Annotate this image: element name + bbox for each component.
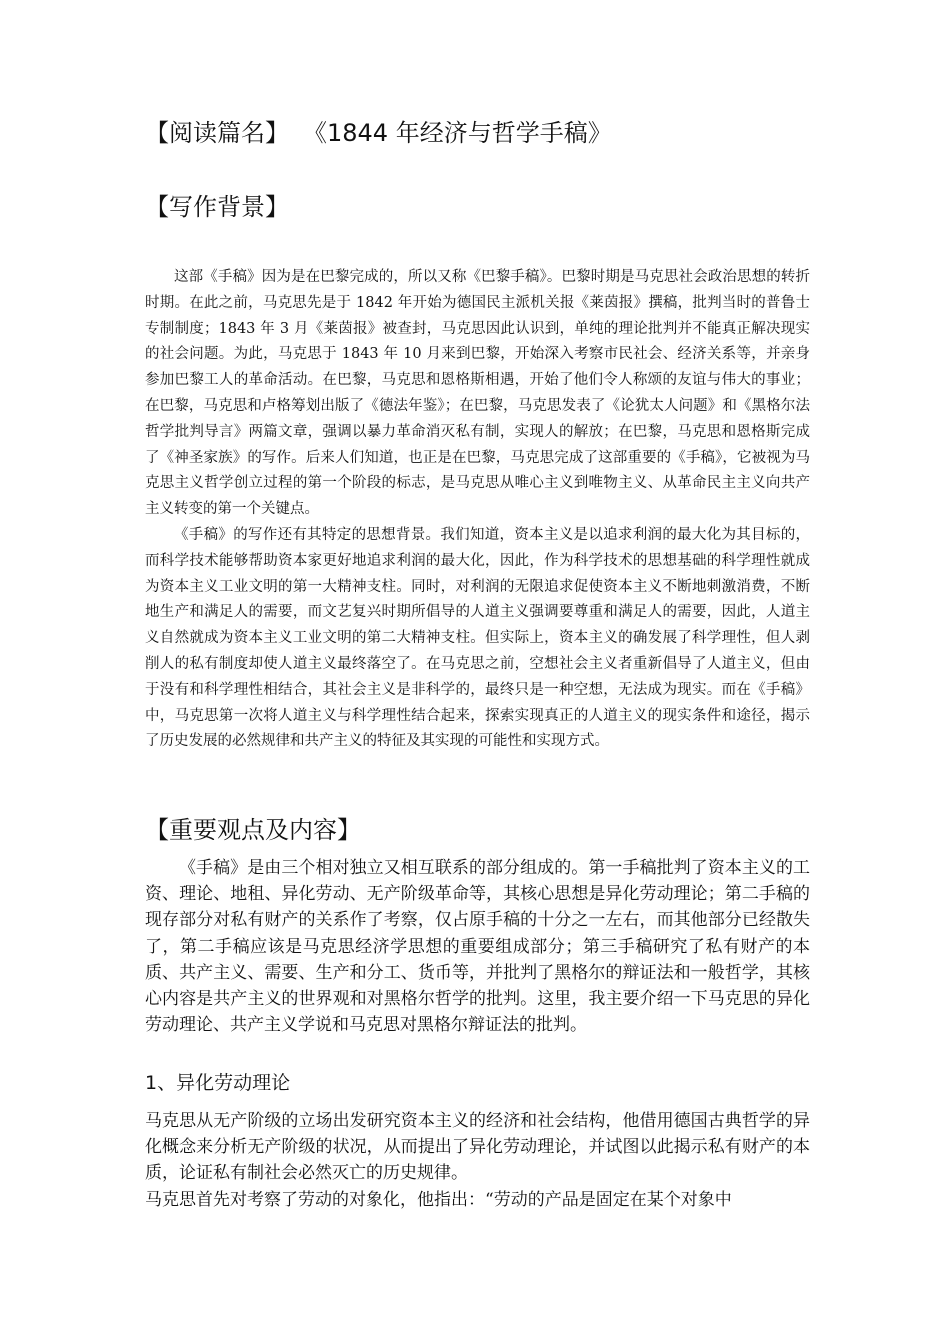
reading-title: [145, 118, 612, 148]
background-section: [145, 265, 810, 755]
section-1-body: [145, 1108, 810, 1213]
key-points-section: [145, 855, 810, 1038]
reading-title-work: 《1844 年经济与哲学手稿》: [315, 119, 612, 147]
key-points-paragraph: 《手稿》是由三个相对独立又相互联系的部分组成的。第一手稿批判了资本主义的工资、理论、地租、异化劳动、无产阶级革命等，其核心思想是异化劳动理论；第二手稿的现存部分对私有财产的关系作了考察，仅占原手稿的十分之一左右，而其他部分已经散失了，第二手稿应该是马克思经济学思想的重要组成部分；第三手稿研究了私有财产的本质、共产主义、需要、生产和分工、货币等，并批判了黑格尔的辩证法和一般哲学，其核心内容是共产主义的世界观和对黑格尔哲学的批判。这里，我主要介绍一下马克思的异化劳动理论、共产主义学说和马克思对黑格尔辩证法的批判。: [145, 858, 810, 1036]
section-1-heading: 1、异化劳动理论: [145, 1072, 291, 1094]
reading-title-label: 【阅读篇名】: [145, 119, 289, 147]
background-paragraph-2: 《手稿》的写作还有其特定的思想背景。我们知道，资本主义是以追求利润的最大化为其目标的，而科学技术能够帮助资本家更好地追求利润的最大化，因此，作为科学技术的思想基础的科学理性就成为资本主义工业文明的第一大精神支柱。同时，对利润的无限追求促使资本主义不断地刺激消费，不断地生产和满足人的需要，而文艺复兴时期所倡导的人道主义强调要尊重和满足人的需要，因此，人道主义自然就成为资本主义工业文明的第二大精神支柱。但实际上，资本主义的确发展了科学理性，但人剥削人的私有制度却使人道主义最终落空了。在马克思之前，空想社会主义者重新倡导了人道主义，但由于没有和科学理性相结合，其社会主义是非科学的，最终只是一种空想，无法成为现实。而在《手稿》中，马克思第一次将人道主义与科学理性结合起来，探索实现真正的人道主义的现实条件和途径，揭示了历史发展的必然规律和共产主义的特征及其实现的可能性和实现方式。: [145, 526, 810, 750]
section-1-paragraph-1: 马克思从无产阶级的立场出发研究资本主义的经济和社会结构，他借用德国古典哲学的异化概念来分析无产阶级的状况，从而提出了异化劳动理论，并试图以此揭示私有财产的本质，论证私有制社会必然灭亡的历史规律。: [145, 1111, 810, 1184]
key-points-heading: 【重要观点及内容】: [145, 816, 361, 844]
background-heading: 【写作背景】: [145, 193, 289, 221]
section-1-paragraph-2: 马克思首先对考察了劳动的对象化，他指出：“劳动的产品是固定在某个对象中: [145, 1189, 732, 1210]
background-paragraph-1: 这部《手稿》因为是在巴黎完成的，所以又称《巴黎手稿》。巴黎时期是马克思社会政治思想的转折时期。在此之前，马克思先是于 1842 年开始为德国民主派机关报《莱茵报》撰稿，批判当时的普鲁士专制制度；1843 年 3 月《莱茵报》被查封，马克思因此认识到，单纯的理论批判并不能真正解决现实的社会问题。为此，马克思于 1843 年 10 月来到巴黎，开始深入考察市民社会、经济关系等，并亲身参加巴黎工人的革命活动。在巴黎，马克思和恩格斯相遇，开始了他们令人称颂的友谊与伟大的事业；在巴黎，马克思和卢格筹划出版了《德法年鉴》；在巴黎，马克思发表了《论犹太人问题》和《黑格尔法哲学批判导言》两篇文章，强调以暴力革命消灭私有制，实现人的解放；在巴黎，马克思和恩格斯完成了《神圣家族》的写作。后来人们知道，也正是在巴黎，马克思完成了这部重要的《手稿》，它被视为马克思主义哲学创立过程的第一个阶段的标志，是马克思从唯心主义到唯物主义、从革命民主主义向共产主义转变的第一个关键点。: [145, 269, 810, 518]
